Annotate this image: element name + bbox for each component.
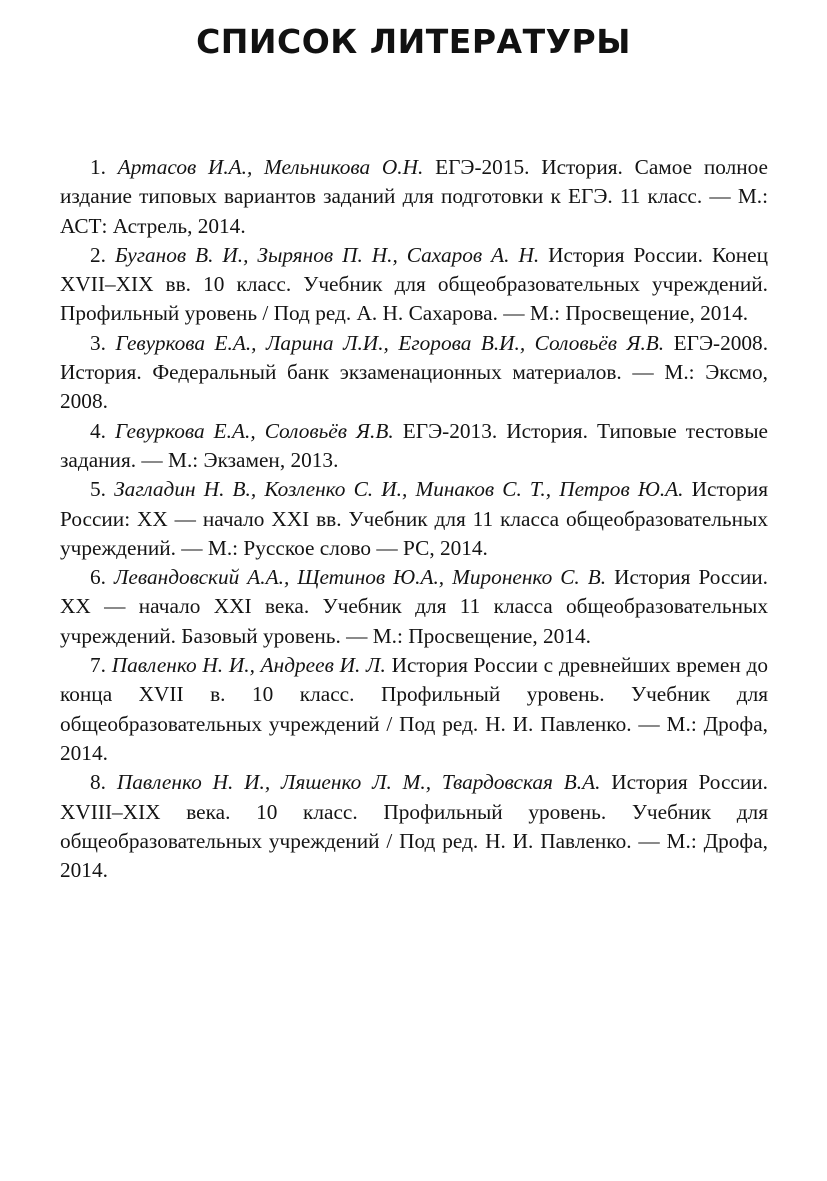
reference-text: История России. XVIII–XIX века. 10 класс. Профильный уровень. Учебник для общеобразовательных учреждений / Под ред. Н. И. Павленко. — М.: Дрофа, 2014. (60, 770, 769, 883)
reference-number: 5. (90, 477, 106, 502)
reference-number: 1. (90, 155, 106, 179)
reference-text: История России. XX — начало XXI века. Учебник для 11 класса общеобразовательных учреждений. Базовый уровень. — М.: Просвещение, 2014. (60, 565, 768, 648)
reference-authors: Гевуркова Е.А., Соловьёв Я.В. (115, 418, 394, 443)
reference-item (60, 153, 768, 241)
reference-text: История России с древнейших времен до конца XVII в. 10 класс. Профильный уровень. Учебник для общеобразовательных учреждений / Под ред. Н. И. Павленко. — М.: Дрофа, 2014. (60, 653, 769, 765)
reference-item (60, 417, 768, 476)
reference-authors: Павленко Н. И., Андреев И. Л. (111, 653, 386, 678)
reference-number: 6. (90, 565, 106, 590)
reference-number: 2. (90, 242, 106, 267)
reference-authors: Артасов И.А., Мельникова О.Н. (117, 155, 424, 179)
reference-number: 7. (90, 653, 106, 678)
page-title: СПИСОК ЛИТЕРАТУРЫ (196, 22, 631, 61)
reference-list (60, 153, 768, 885)
reference-authors: Буганов В. И., Зырянов П. Н., Сахаров А. Н. (114, 242, 540, 267)
reference-item (60, 329, 768, 417)
reference-item (60, 475, 768, 563)
reference-number: 8. (90, 770, 106, 795)
reference-item (60, 651, 768, 768)
reference-text: История России: XX — начало XXI вв. Учебник для 11 класса общеобразовательных учреждений. — М.: Русское слово — РС, 2014. (60, 477, 769, 560)
reference-item (60, 768, 768, 885)
reference-number: 3. (90, 330, 106, 355)
reference-authors: Павленко Н. И., Ляшенко Л. М., Твардовская В.А. (116, 770, 601, 795)
reference-text: ЕГЭ-2013. История. Типовые тестовые задания. — М.: Экзамен, 2013. (60, 418, 768, 472)
reference-authors: Гевуркова Е.А., Ларина Л.И., Егорова В.И., Соловьёв Я.В. (115, 330, 665, 355)
reference-text: История России. Конец XVII–XIX вв. 10 класс. Учебник для общеобразовательных учреждений. Профильный уровень / Под ред. А. Н. Сахарова. — М.: Просвещение, 2014. (60, 242, 769, 326)
reference-authors: Загладин Н. В., Козленко С. И., Минаков С. Т., Петров Ю.А. (114, 477, 684, 502)
reference-authors: Левандовский А.А., Щетинов Ю.А., Мироненко С. В. (114, 565, 607, 590)
reference-item (60, 241, 768, 329)
reference-text: ЕГЭ-2015. История. Самое полное издание типовых вариантов заданий для подготовки к ЕГЭ. 11 класс. — М.: АСТ: Астрель, 2014. (60, 155, 768, 238)
reference-item (60, 563, 768, 651)
reference-text: ЕГЭ-2008. История. Федеральный банк экзаменационных материалов. — М.: Эксмо, 2008. (60, 330, 769, 414)
reference-number: 4. (90, 418, 106, 443)
